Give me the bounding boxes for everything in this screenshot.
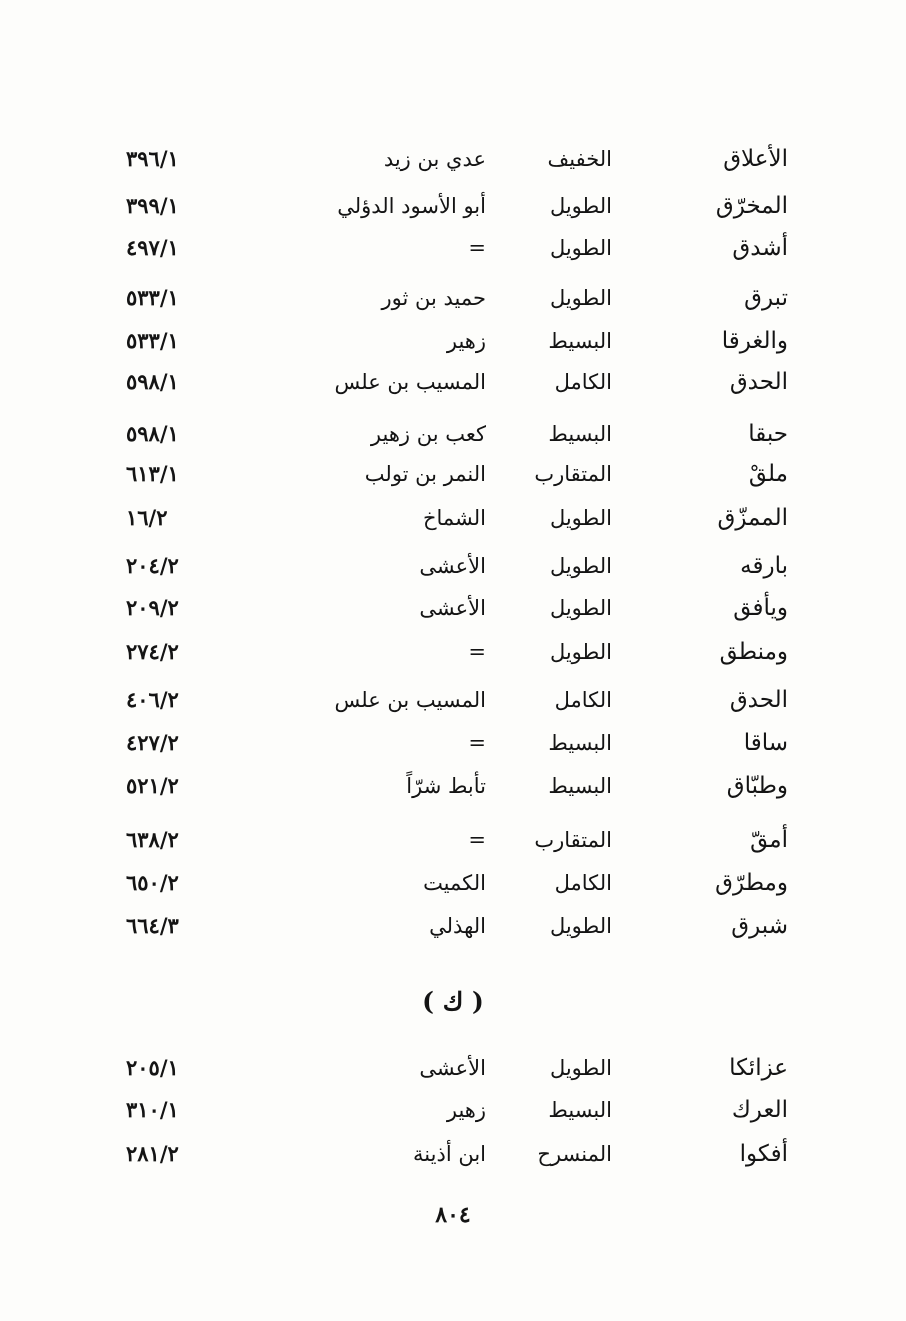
volume-page-ref: ٢٠٩/٢ bbox=[126, 595, 179, 620]
rhyme-word: الحدق bbox=[729, 687, 788, 713]
volume-page-ref: ٣١٠/١ bbox=[126, 1097, 179, 1122]
rhyme-word: ملقْ bbox=[748, 461, 788, 487]
poet: الأعشى bbox=[419, 554, 486, 578]
meter: المتقارب bbox=[534, 462, 612, 486]
rhyme-word: الحدق bbox=[729, 369, 788, 395]
rhyme-word: أشدق bbox=[732, 235, 788, 261]
poet: الهذلي bbox=[429, 914, 486, 938]
rhyme-word: تبرق bbox=[744, 285, 788, 311]
volume-page-ref: ٦٦٤/٣ bbox=[126, 913, 179, 938]
rhyme-word: وطبّاق bbox=[726, 773, 788, 799]
rhyme-word: العرك bbox=[731, 1097, 788, 1123]
index-row bbox=[0, 860, 906, 906]
rhyme-word: الممزّق bbox=[717, 505, 788, 531]
volume-page-ref: ٢٧٤/٢ bbox=[126, 639, 179, 664]
rhyme-word: المخرّق bbox=[715, 193, 788, 219]
meter: الخفيف bbox=[547, 147, 612, 171]
poet: تأبط شرّاً bbox=[406, 774, 486, 798]
poet: = bbox=[468, 236, 486, 260]
rhyme-word: أفكوا bbox=[739, 1141, 788, 1167]
volume-page-ref: ٥٢١/٢ bbox=[126, 773, 179, 798]
volume-page-ref: ٢٨١/٢ bbox=[126, 1141, 179, 1166]
poet: الأعشى bbox=[419, 1056, 486, 1080]
meter: الطويل bbox=[549, 194, 612, 218]
volume-page-ref: ٦٣٨/٢ bbox=[126, 827, 179, 852]
index-row bbox=[0, 677, 906, 723]
index-row bbox=[0, 629, 906, 675]
poet: الأعشى bbox=[419, 596, 486, 620]
rhyme-word: عزائكا bbox=[729, 1055, 788, 1081]
index-row bbox=[0, 1087, 906, 1133]
meter: الطويل bbox=[549, 236, 612, 260]
index-row bbox=[0, 183, 906, 229]
index-row bbox=[0, 543, 906, 589]
poet: المسيب بن علس bbox=[334, 370, 486, 394]
meter: الطويل bbox=[549, 640, 612, 664]
rhyme-word: شبرق bbox=[731, 913, 788, 939]
meter: الطويل bbox=[549, 506, 612, 530]
volume-page-ref: ١٦/٢ bbox=[126, 505, 168, 530]
meter: الطويل bbox=[549, 1056, 612, 1080]
meter: البسيط bbox=[548, 422, 612, 446]
volume-page-ref: ٥٩٨/١ bbox=[126, 369, 179, 394]
rhyme-word: الأعلاق bbox=[723, 146, 788, 172]
poet: عدي بن زيد bbox=[383, 147, 486, 171]
meter: الكامل bbox=[554, 688, 612, 712]
volume-page-ref: ٤٠٦/٢ bbox=[126, 687, 179, 712]
index-row bbox=[0, 451, 906, 497]
volume-page-ref: ٣٩٩/١ bbox=[126, 193, 179, 218]
page-number: ٨٠٤ bbox=[435, 1202, 471, 1228]
poet: = bbox=[468, 828, 486, 852]
poet: زهير bbox=[446, 1098, 486, 1122]
index-row bbox=[0, 495, 906, 541]
meter: البسيط bbox=[548, 329, 612, 353]
rhyme-word: ومطرّق bbox=[715, 870, 788, 896]
meter: البسيط bbox=[548, 774, 612, 798]
index-row bbox=[0, 359, 906, 405]
rhyme-word: حبقا bbox=[748, 421, 788, 447]
index-row bbox=[0, 903, 906, 949]
meter: الطويل bbox=[549, 914, 612, 938]
poet: كعب بن زهير bbox=[370, 422, 486, 446]
index-row bbox=[0, 585, 906, 631]
index-row bbox=[0, 136, 906, 182]
index-row bbox=[0, 1131, 906, 1177]
volume-page-ref: ٣٩٦/١ bbox=[126, 146, 179, 171]
poet: حميد بن ثور bbox=[381, 286, 486, 310]
meter: البسيط bbox=[548, 731, 612, 755]
volume-page-ref: ٢٠٥/١ bbox=[126, 1055, 179, 1080]
volume-page-ref: ٤٩٧/١ bbox=[126, 235, 179, 260]
meter: الطويل bbox=[549, 554, 612, 578]
poet: الشماخ bbox=[422, 506, 486, 530]
volume-page-ref: ٤٢٧/٢ bbox=[126, 730, 179, 755]
volume-page-ref: ٦١٣/١ bbox=[126, 461, 179, 486]
rhyme-word: ومنطق bbox=[719, 639, 788, 665]
volume-page-ref: ٥٣٣/١ bbox=[126, 285, 179, 310]
poet: الكميت bbox=[423, 871, 486, 895]
rhyme-word: بارقه bbox=[740, 553, 788, 579]
meter: الطويل bbox=[549, 596, 612, 620]
volume-page-ref: ٥٣٣/١ bbox=[126, 328, 179, 353]
meter: الكامل bbox=[554, 370, 612, 394]
volume-page-ref: ٥٩٨/١ bbox=[126, 421, 179, 446]
index-row bbox=[0, 1045, 906, 1091]
index-row bbox=[0, 763, 906, 809]
poet: = bbox=[468, 640, 486, 664]
poet: زهير bbox=[446, 329, 486, 353]
meter: المنسرح bbox=[537, 1142, 612, 1166]
index-row bbox=[0, 225, 906, 271]
poet: ابن أذينة bbox=[413, 1142, 486, 1166]
section-heading-kaf: ( ك ) bbox=[422, 987, 484, 1016]
index-row bbox=[0, 720, 906, 766]
meter: الكامل bbox=[554, 871, 612, 895]
volume-page-ref: ٢٠٤/٢ bbox=[126, 553, 179, 578]
index-row bbox=[0, 318, 906, 364]
rhyme-word: والغرقا bbox=[721, 328, 788, 354]
index-row bbox=[0, 275, 906, 321]
poet: النمر بن تولب bbox=[364, 462, 486, 486]
poet: = bbox=[468, 731, 486, 755]
rhyme-word: ويأفق bbox=[733, 595, 788, 621]
rhyme-word: ساقا bbox=[743, 730, 788, 756]
meter: البسيط bbox=[548, 1098, 612, 1122]
volume-page-ref: ٦٥٠/٢ bbox=[126, 870, 179, 895]
index-row bbox=[0, 817, 906, 863]
rhyme-word: أمقّ bbox=[750, 827, 788, 853]
meter: الطويل bbox=[549, 286, 612, 310]
poet: المسيب بن علس bbox=[334, 688, 486, 712]
poet: أبو الأسود الدؤلي bbox=[337, 194, 486, 218]
meter: المتقارب bbox=[534, 828, 612, 852]
